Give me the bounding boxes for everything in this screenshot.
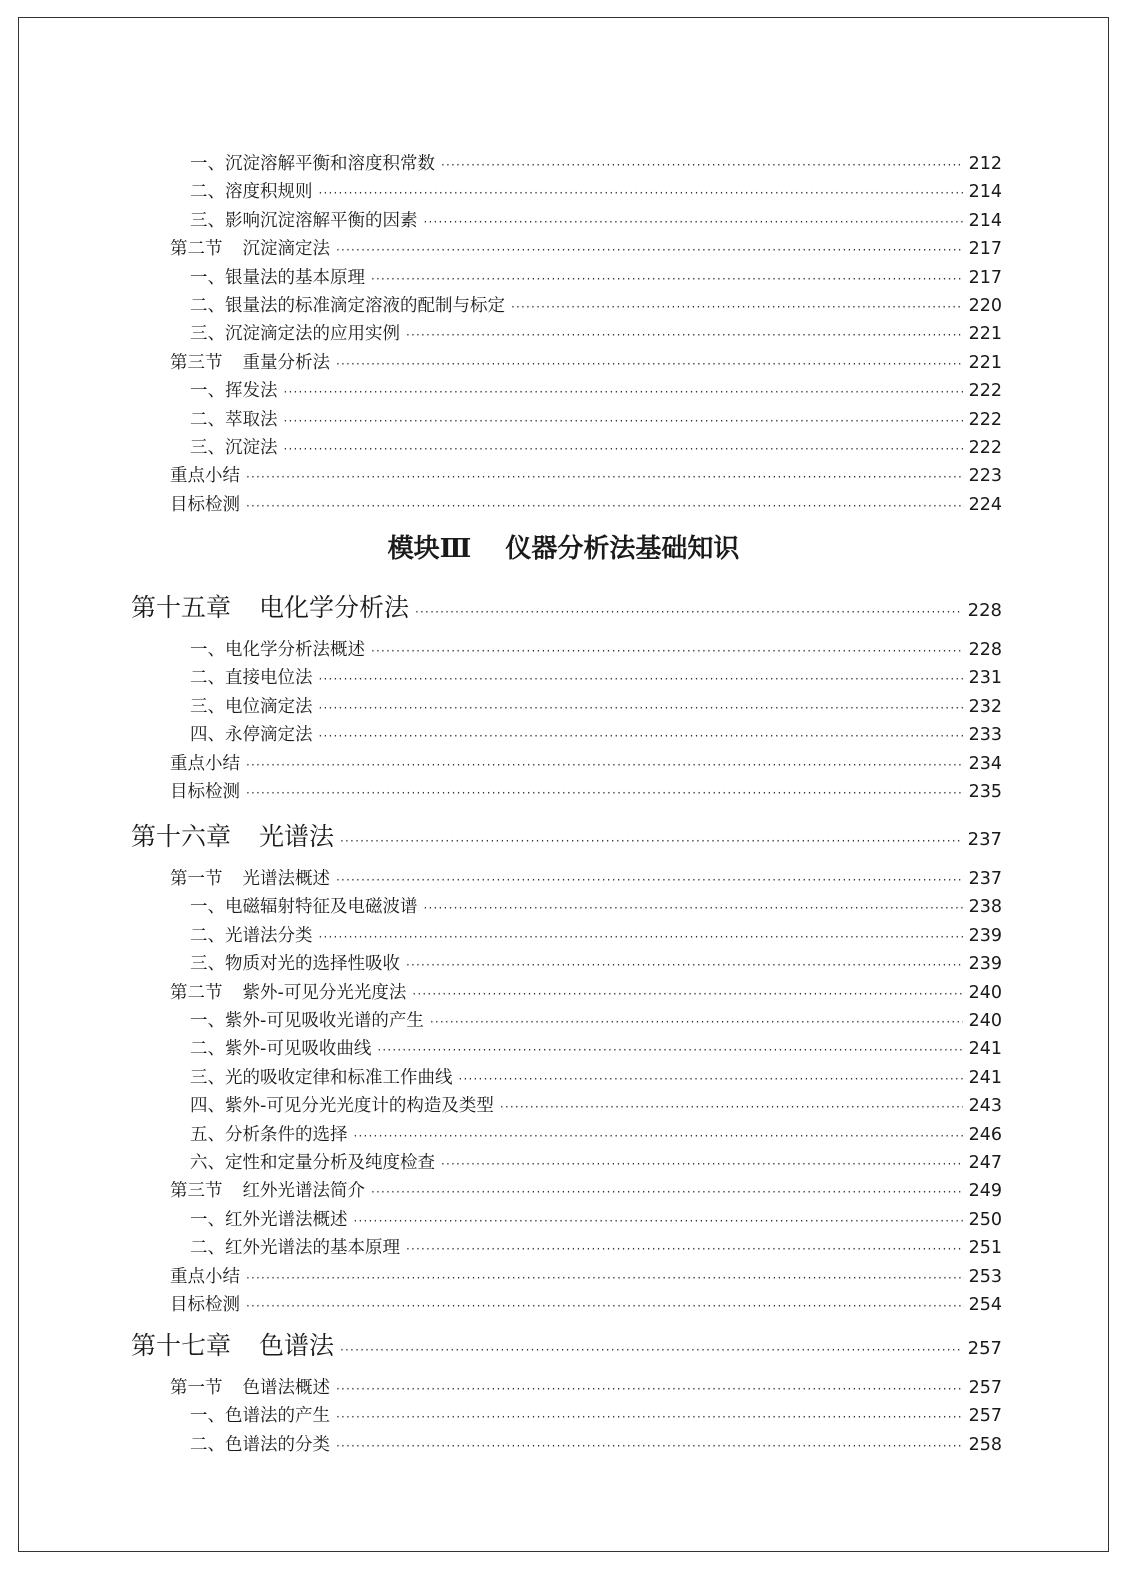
dot-leader xyxy=(371,272,963,286)
toc-entry-title xyxy=(190,664,313,689)
page-number: 257 xyxy=(968,1378,1002,1398)
dot-leader xyxy=(336,1439,963,1453)
toc-entry-title xyxy=(190,893,418,918)
entry-text: 一、沉淀溶解平衡和溶度积常数 xyxy=(190,154,435,174)
toc-section-row[interactable] xyxy=(170,1291,1002,1319)
toc-entry-title xyxy=(190,721,313,746)
page-number: 240 xyxy=(968,982,1002,1003)
toc-entry-title xyxy=(170,979,406,1004)
page-number: 217 xyxy=(968,267,1002,288)
toc-subsection-row[interactable] xyxy=(190,150,1002,178)
dot-leader xyxy=(354,1129,963,1143)
toc-entry-title xyxy=(190,377,278,402)
page-number: 247 xyxy=(968,1153,1002,1173)
toc-subsection-row[interactable] xyxy=(190,1431,1002,1459)
page-number: 222 xyxy=(968,438,1002,458)
entry-text: 紫外-可见分光光度法 xyxy=(242,982,407,1003)
entry-text: 二、光谱法分类 xyxy=(190,925,313,946)
entry-text: 二、萃取法 xyxy=(190,409,278,430)
toc-entry-title xyxy=(190,1431,330,1456)
toc-section-row[interactable] xyxy=(170,349,1002,377)
page-number: 253 xyxy=(968,1266,1002,1287)
page-number: 257 xyxy=(967,1338,1002,1359)
toc-subsection-row[interactable] xyxy=(190,1092,1002,1120)
section-number: 第二节 xyxy=(170,239,223,260)
entry-text: 重点小结 xyxy=(170,753,240,774)
dot-leader xyxy=(319,930,963,944)
toc-section-row[interactable] xyxy=(170,1177,1002,1205)
page-number: 241 xyxy=(968,1039,1002,1060)
dot-leader xyxy=(430,1015,963,1029)
entry-text: 二、红外光谱法的基本原理 xyxy=(190,1238,400,1259)
toc-entry-title xyxy=(190,264,365,289)
dot-leader xyxy=(340,834,962,848)
dot-leader xyxy=(284,414,963,428)
toc-section-row[interactable] xyxy=(170,778,1002,806)
entry-text: 二、溶度积规则 xyxy=(190,182,313,203)
entry-text: 三、沉淀法 xyxy=(190,438,278,458)
toc-entry-title xyxy=(170,349,330,374)
dot-leader xyxy=(246,786,963,800)
entry-text: 六、定性和定量分析及纯度检查 xyxy=(190,1153,435,1173)
toc-subsection-row[interactable] xyxy=(190,693,1002,721)
entry-text: 二、银量法的标准滴定溶液的配制与标定 xyxy=(190,296,505,316)
page-number: 243 xyxy=(968,1096,1002,1117)
page-number: 237 xyxy=(967,829,1002,850)
dot-leader xyxy=(336,357,963,371)
toc-chapter-row[interactable] xyxy=(131,1326,1002,1360)
entry-text: 一、色谱法的产生 xyxy=(190,1406,330,1427)
page-number: 234 xyxy=(968,753,1002,774)
page-number: 228 xyxy=(967,600,1002,621)
entry-text: 一、电磁辐射特征及电磁波谱 xyxy=(190,897,418,918)
entry-text: 一、红外光谱法概述 xyxy=(190,1209,348,1230)
toc-subsection-row[interactable] xyxy=(190,264,1002,292)
dot-leader xyxy=(511,300,963,314)
toc-chapter-row[interactable] xyxy=(131,588,1002,622)
toc-entry-title xyxy=(190,950,400,975)
entry-text: 目标检测 xyxy=(170,782,240,802)
dot-leader xyxy=(415,605,962,619)
toc-entry-title xyxy=(170,865,330,890)
dot-leader xyxy=(406,328,963,342)
toc-subsection-row[interactable] xyxy=(190,377,1002,405)
page-number: 217 xyxy=(968,239,1002,260)
section-number: 第一节 xyxy=(170,1378,223,1398)
chapter-number: 第十六章 xyxy=(131,822,232,851)
dot-leader xyxy=(319,672,963,686)
dot-leader xyxy=(406,958,963,972)
page-number: 254 xyxy=(968,1295,1002,1315)
toc-subsection-row[interactable] xyxy=(190,1007,1002,1035)
toc-subsection-row[interactable] xyxy=(190,406,1002,434)
toc-entry-title xyxy=(190,1149,435,1174)
entry-text: 五、分析条件的选择 xyxy=(190,1124,348,1145)
page-number: 221 xyxy=(968,324,1002,345)
page-number: 251 xyxy=(968,1238,1002,1259)
toc-entry-title xyxy=(170,1374,330,1399)
dot-leader xyxy=(246,499,963,513)
toc-subsection-row[interactable] xyxy=(190,893,1002,921)
section-number: 第三节 xyxy=(170,352,223,373)
entry-text: 目标检测 xyxy=(170,494,240,515)
dot-leader xyxy=(319,186,963,200)
dot-leader xyxy=(371,644,963,658)
page-number: 235 xyxy=(968,782,1002,802)
module-label: 模块Ⅲ xyxy=(387,534,472,564)
section-number: 第一节 xyxy=(170,869,223,889)
dot-leader xyxy=(246,1271,963,1285)
toc-subsection-row[interactable] xyxy=(190,950,1002,978)
entry-text: 二、紫外-可见吸收曲线 xyxy=(190,1039,372,1060)
chapter-title: 光谱法 xyxy=(259,822,335,851)
page-number: 224 xyxy=(968,494,1002,515)
toc-subsection-row[interactable] xyxy=(190,1206,1002,1234)
chapter-number: 第十七章 xyxy=(131,1331,232,1360)
dot-leader xyxy=(441,1157,963,1171)
toc-section-row[interactable] xyxy=(170,750,1002,778)
entry-text: 重量分析法 xyxy=(242,352,330,373)
toc-subsection-row[interactable] xyxy=(190,1402,1002,1430)
page-number: 241 xyxy=(968,1067,1002,1088)
dot-leader xyxy=(284,385,963,399)
toc-entry-title xyxy=(131,1326,334,1362)
dot-leader xyxy=(336,873,963,887)
module-title: 仪器分析法基础知识 xyxy=(505,534,740,564)
page-number: 212 xyxy=(968,154,1002,174)
toc-subsection-row[interactable] xyxy=(190,664,1002,692)
toc-entry-title xyxy=(190,292,505,317)
entry-text: 重点小结 xyxy=(170,1266,240,1287)
toc-section-row[interactable] xyxy=(170,235,1002,263)
toc-entry-title xyxy=(190,1035,371,1060)
dot-leader xyxy=(354,1214,963,1228)
entry-text: 三、沉淀滴定法的应用实例 xyxy=(190,324,400,345)
dot-leader xyxy=(246,758,963,772)
section-number: 第二节 xyxy=(170,982,223,1003)
toc-subsection-row[interactable] xyxy=(190,434,1002,462)
chapter-title: 电化学分析法 xyxy=(259,593,410,622)
page-number: 220 xyxy=(968,296,1002,316)
toc-entry-title xyxy=(170,462,240,487)
dot-leader xyxy=(377,1043,962,1057)
toc-entry-title xyxy=(190,178,313,203)
page-number: 258 xyxy=(968,1434,1002,1455)
toc-section-row[interactable] xyxy=(170,979,1002,1007)
toc-entry-title xyxy=(131,588,409,624)
dot-leader xyxy=(319,729,963,743)
page-number: 222 xyxy=(968,381,1002,402)
toc-subsection-row[interactable] xyxy=(190,320,1002,348)
toc-entry-title xyxy=(190,434,278,459)
dot-leader xyxy=(336,1410,963,1424)
page-number: 214 xyxy=(968,182,1002,203)
entry-text: 三、电位滴定法 xyxy=(190,696,313,717)
toc-subsection-row[interactable] xyxy=(190,922,1002,950)
toc-entry-title xyxy=(190,1064,453,1089)
page-number: 228 xyxy=(968,640,1002,660)
toc-entry-title xyxy=(170,750,240,775)
page-number: 250 xyxy=(968,1209,1002,1230)
entry-text: 重点小结 xyxy=(170,466,240,487)
page-number: 240 xyxy=(968,1011,1002,1031)
entry-text: 色谱法概述 xyxy=(242,1378,330,1398)
dot-leader xyxy=(246,1299,963,1313)
entry-text: 光谱法概述 xyxy=(242,869,330,889)
chapter-title: 色谱法 xyxy=(259,1331,335,1360)
dot-leader xyxy=(246,470,963,484)
page-number: 231 xyxy=(968,668,1002,689)
entry-text: 一、挥发法 xyxy=(190,381,278,402)
page-number: 237 xyxy=(968,869,1002,889)
entry-text: 二、直接电位法 xyxy=(190,668,313,689)
module-heading xyxy=(0,528,1127,565)
toc-entry-title xyxy=(190,406,278,431)
toc-chapter-row[interactable] xyxy=(131,817,1002,851)
toc-entry-title xyxy=(170,1263,240,1288)
page-number: 222 xyxy=(968,409,1002,430)
page-number: 233 xyxy=(968,725,1002,746)
toc-subsection-row[interactable] xyxy=(190,721,1002,749)
entry-text: 红外光谱法简介 xyxy=(242,1181,365,1202)
toc-subsection-row[interactable] xyxy=(190,1234,1002,1262)
entry-text: 二、色谱法的分类 xyxy=(190,1434,330,1455)
dot-leader xyxy=(406,1242,963,1256)
page-number: 221 xyxy=(968,352,1002,373)
toc-entry-title xyxy=(170,491,240,516)
dot-leader xyxy=(459,1072,963,1086)
entry-text: 一、紫外-可见吸收光谱的产生 xyxy=(190,1011,424,1031)
page-number: 239 xyxy=(968,954,1002,975)
toc-entry-title xyxy=(190,1206,348,1231)
dot-leader xyxy=(319,701,963,715)
page-number: 239 xyxy=(968,925,1002,946)
dot-leader xyxy=(412,987,962,1001)
toc-subsection-row[interactable] xyxy=(190,1064,1002,1092)
entry-text: 三、影响沉淀溶解平衡的因素 xyxy=(190,210,418,231)
toc-entry-title xyxy=(190,1007,424,1032)
toc-entry-title xyxy=(170,1177,365,1202)
entry-text: 一、电化学分析法概述 xyxy=(190,640,365,660)
dot-leader xyxy=(336,1382,963,1396)
toc-entry-title xyxy=(190,150,435,175)
toc-entry-title xyxy=(190,922,313,947)
toc-section-row[interactable] xyxy=(170,865,1002,893)
toc-subsection-row[interactable] xyxy=(190,178,1002,206)
toc-entry-title xyxy=(170,235,330,260)
toc-entry-title xyxy=(190,636,365,661)
section-number: 第三节 xyxy=(170,1181,223,1202)
toc-subsection-row[interactable] xyxy=(190,207,1002,235)
dot-leader xyxy=(441,158,963,172)
toc-entry-title xyxy=(190,1092,494,1117)
entry-text: 四、永停滴定法 xyxy=(190,725,313,746)
dot-leader xyxy=(424,215,963,229)
entry-text: 三、光的吸收定律和标准工作曲线 xyxy=(190,1067,453,1088)
page-number: 232 xyxy=(968,696,1002,717)
toc-section-row[interactable] xyxy=(170,1374,1002,1402)
dot-leader xyxy=(424,901,963,915)
toc-entry-title xyxy=(170,778,240,803)
entry-text: 四、紫外-可见分光光度计的构造及类型 xyxy=(190,1096,494,1117)
toc-subsection-row[interactable] xyxy=(190,292,1002,320)
toc-section-row[interactable] xyxy=(170,1263,1002,1291)
dot-leader xyxy=(336,243,963,257)
page-number: 246 xyxy=(968,1124,1002,1145)
toc-entry-title xyxy=(190,320,400,345)
entry-text: 目标检测 xyxy=(170,1295,240,1315)
entry-text: 一、银量法的基本原理 xyxy=(190,267,365,288)
page-number: 257 xyxy=(968,1406,1002,1427)
toc-entry-title xyxy=(190,693,313,718)
dot-leader xyxy=(500,1100,963,1114)
dot-leader xyxy=(284,442,963,456)
entry-text: 沉淀滴定法 xyxy=(242,239,330,260)
toc-section-row[interactable] xyxy=(170,491,1002,519)
toc-subsection-row[interactable] xyxy=(190,636,1002,664)
toc-entry-title xyxy=(190,1402,330,1427)
toc-subsection-row[interactable] xyxy=(190,1035,1002,1063)
toc-subsection-row[interactable] xyxy=(190,1121,1002,1149)
toc-section-row[interactable] xyxy=(170,462,1002,490)
dot-leader xyxy=(371,1185,963,1199)
page-number: 214 xyxy=(968,210,1002,231)
toc-entry-title xyxy=(190,207,418,232)
entry-text: 三、物质对光的选择性吸收 xyxy=(190,954,400,975)
toc-entry-title xyxy=(190,1121,348,1146)
page-number: 249 xyxy=(968,1181,1002,1202)
page-number: 223 xyxy=(968,466,1002,487)
toc-entry-title xyxy=(131,817,334,853)
toc-entry-title xyxy=(170,1291,240,1316)
dot-leader xyxy=(340,1343,962,1357)
toc-entry-title xyxy=(190,1234,400,1259)
chapter-number: 第十五章 xyxy=(131,593,232,622)
toc-subsection-row[interactable] xyxy=(190,1149,1002,1177)
page-number: 238 xyxy=(968,897,1002,918)
